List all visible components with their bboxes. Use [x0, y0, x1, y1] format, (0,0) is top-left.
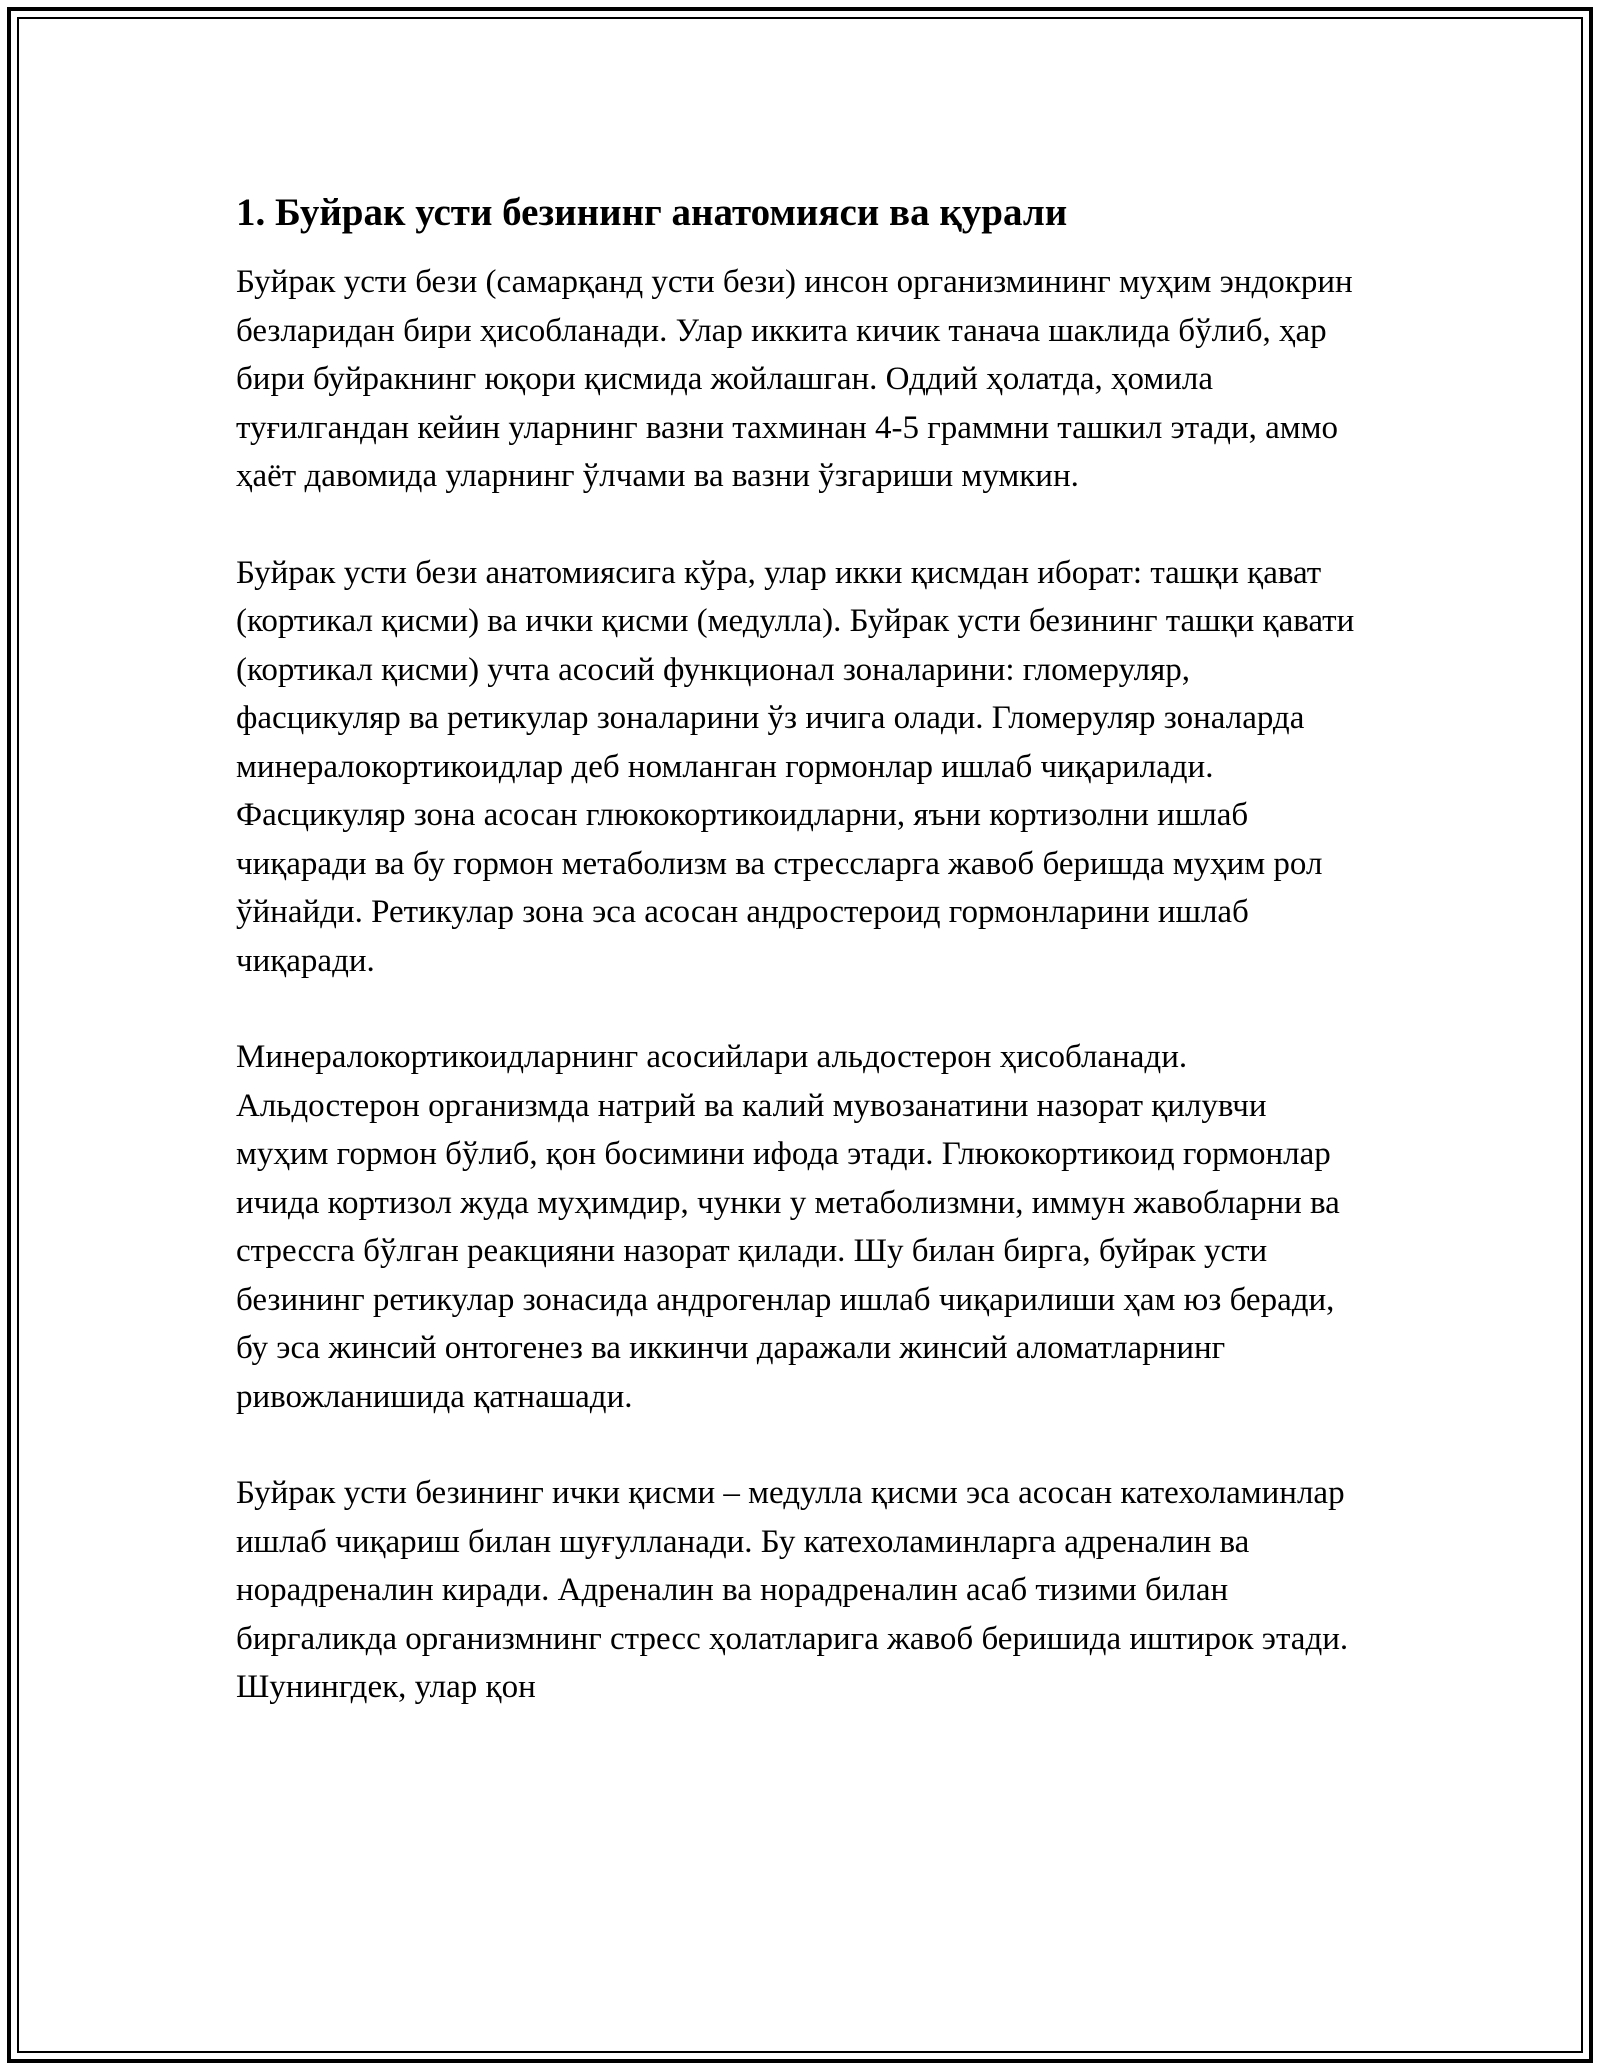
paragraph-1: Буйрак усти бези (самарқанд усти бези) инсон организмининг муҳим эндокрин безларидан бири ҳисобланади. Улар иккита кичик танача шаклида бўлиб, ҳар бири буйракнинг юқори қисмида жойлашган. Оддий ҳолатда, ҳомила туғилгандан кейин уларнинг вазни тахминан 4-5 граммни ташкил этади, аммо ҳаёт давомида уларнинг ўлчами ва вазни ўзгариши мумкин.	[236, 264, 1353, 494]
section-heading: 1. Буйрак усти безининг анатомияси ва қурали	[236, 191, 1068, 234]
paragraph-3: Минералокортикоидларнинг асосийлари альдостерон ҳисобланади. Альдостерон организмда натрий ва калий мувозанатини назорат қилувчи муҳим гормон бўлиб, қон босимини ифода этади. Глюкокортикоид гормонлар ичида кортизол жуда муҳимдир, чунки у метаболизмни, иммун жавобларни ва стрессга бўлган реакцияни назорат қилади. Шу билан бирга, буйрак усти безининг ретикулар зонасида андрогенлар ишлаб чиқарилиши ҳам юз беради, бу эса жинсий онтогенез ва иккинчи даражали жинсий аломатларнинг ривожланишида қатнашади.	[236, 1039, 1340, 1415]
paragraph-4: Буйрак усти безининг ички қисми – медулла қисми эса асосан катехоламинлар ишлаб чиқариш билан шуғулланади. Бу катехоламинларга адреналин ва норадреналин киради. Адреналин ва норадреналин асаб тизими билан биргаликда организмнинг стресс ҳолатларига жавоб беришида иштирок этади. Шунингдек, улар қон	[236, 1475, 1349, 1705]
document-body	[236, 186, 1360, 1760]
paragraph-2: Буйрак усти бези анатомиясига кўра, улар икки қисмдан иборат: ташқи қават (кортикал қисми) ва ички қисми (медулла). Буйрак усти безининг ташқи қавати (кортикал қисми) учта асосий функционал зоналарини: гломеруляр, фасцикуляр ва ретикулар зоналарини ўз ичига олади. Гломеруляр зоналарда минералокортикоидлар деб номланган гормонлар ишлаб чиқарилади. Фасцикуляр зона асосан глюкокортикоидларни, яъни кортизолни ишлаб чиқаради ва бу гормон метаболизм ва стрессларга жавоб беришда муҳим рол ўйнайди. Ретикулар зона эса асосан андростероид гормонларини ишлаб чиқаради.	[236, 554, 1355, 979]
